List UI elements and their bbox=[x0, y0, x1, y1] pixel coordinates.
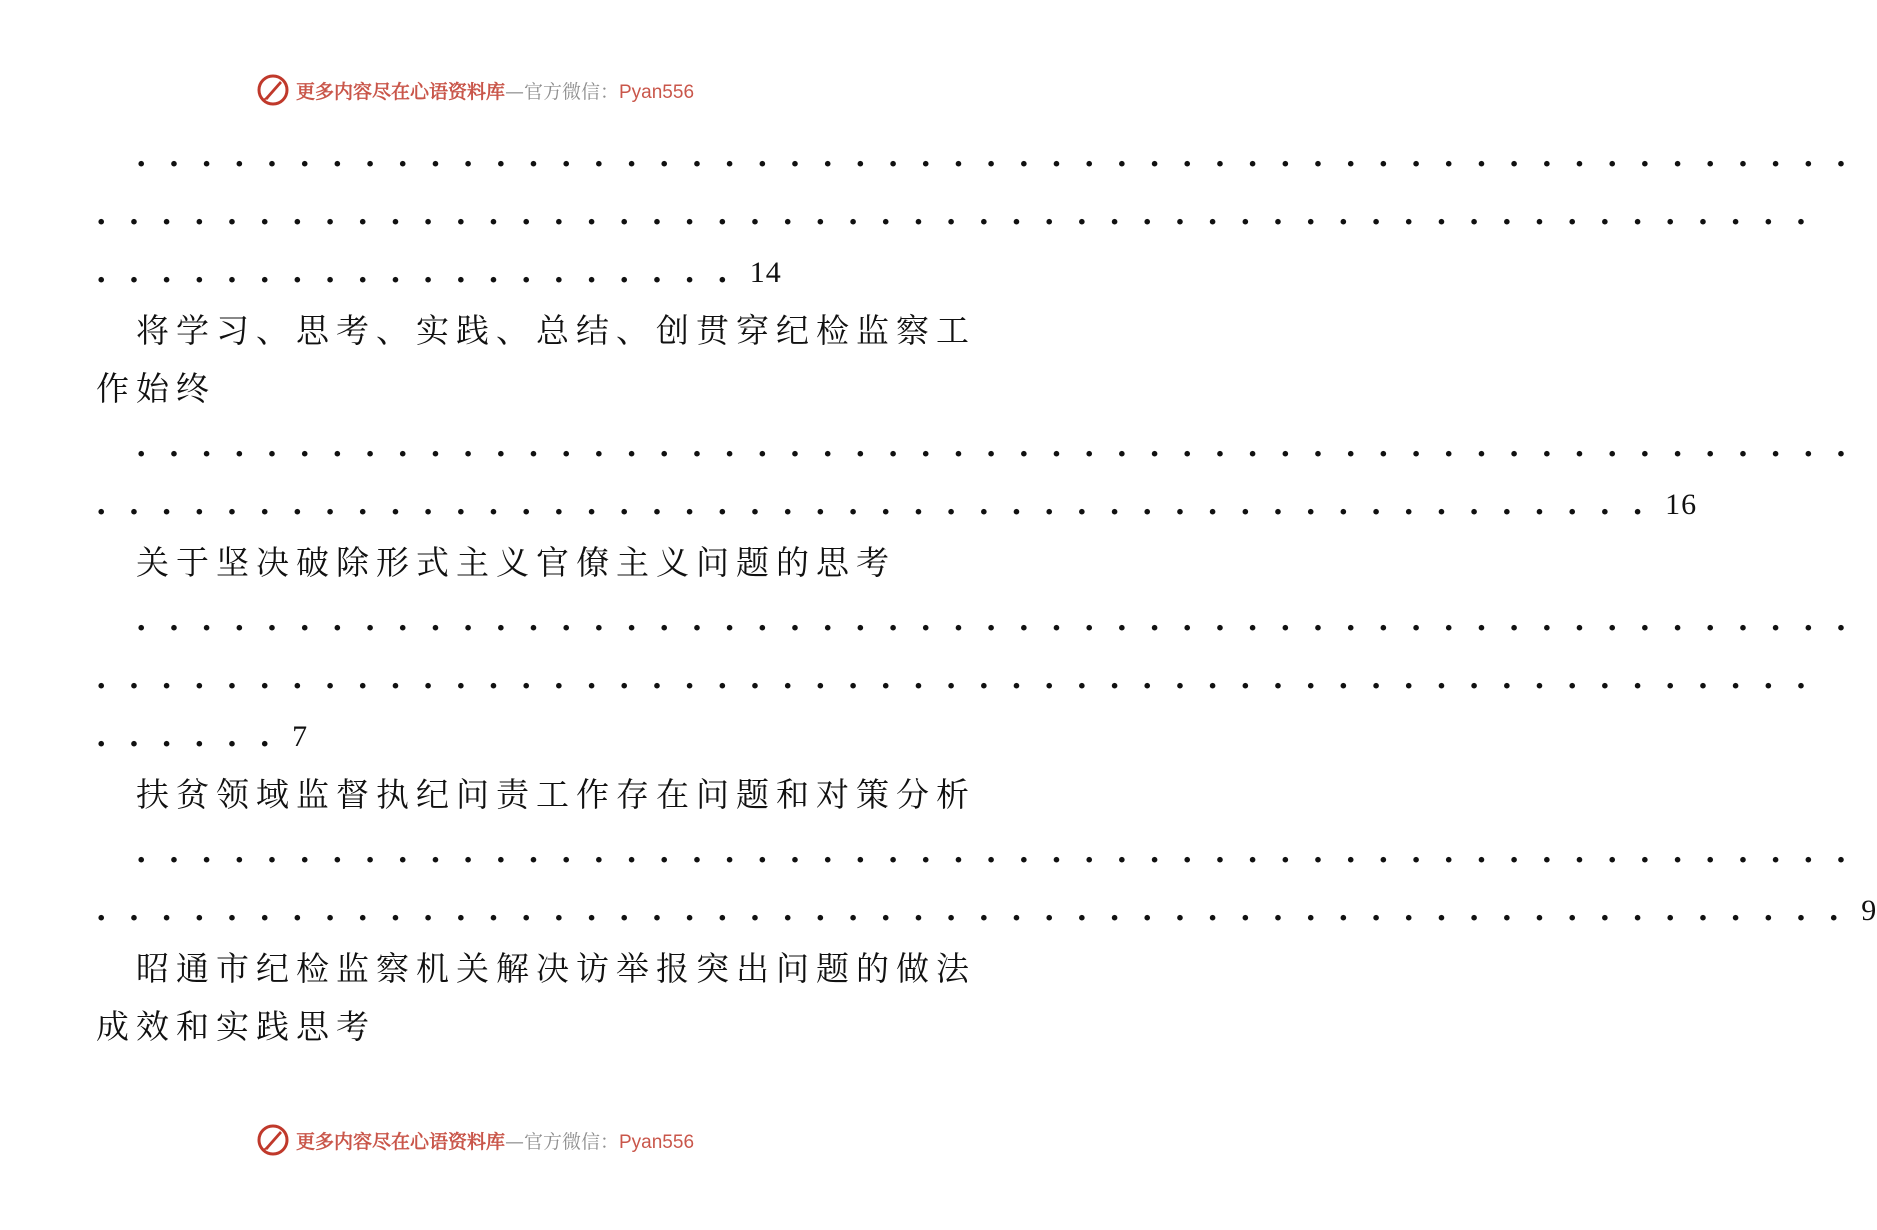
toc-leader-dots: . . . . . . . . . . . . . . . . . . . . . . . . . . . . . . . . . . . . . . . . . . . . . . . . . . . . . bbox=[96, 661, 1813, 696]
footer-banner-text bbox=[296, 1127, 694, 1154]
header-banner-text bbox=[296, 77, 694, 104]
footer-banner-inner bbox=[256, 1123, 694, 1157]
quill-logo-icon bbox=[256, 73, 290, 107]
toc-entry-title-continued[interactable]: 作始终 bbox=[96, 369, 216, 408]
toc-leader-dots: . . . . . . . . . . . . . . . . . . . . . . . . . . . . . . . . . . . . . . . . . . . . . . . . . . . . . bbox=[136, 139, 1853, 174]
toc-page-number: 7 bbox=[292, 720, 309, 753]
footer-wechat-id: Pyan556 bbox=[619, 1131, 695, 1153]
header-wechat-id: Pyan556 bbox=[619, 81, 695, 103]
header-banner-inner bbox=[256, 73, 694, 107]
toc-page-number: 9 bbox=[1861, 894, 1877, 927]
toc-entry-page-line[interactable]: . . . . . . 7 bbox=[96, 719, 309, 754]
footer-banner bbox=[0, 1120, 950, 1160]
toc-entry-page-line[interactable]: . . . . . . . . . . . . . . . . . . . . . . . . . . . . . . . . . . . . . . . . . . . . . . . . . . . . . . 9 bbox=[96, 893, 1877, 928]
header-banner bbox=[0, 70, 950, 110]
toc-leader-dots: . . . . . . . . . . . . . . . . . . . . . . . . . . . . . . . . . . . . . . . . . . . . . . . . . . . . . bbox=[96, 197, 1813, 232]
toc-leader-dots: . . . . . . . . . . . . . . . . . . . . . . . . . . . . . . . . . . . . . . . . . . . . . . . . . . . . . bbox=[136, 603, 1853, 638]
header-wechat-label: 官方微信： bbox=[523, 80, 619, 103]
quill-logo-icon bbox=[256, 1123, 290, 1157]
toc-entry-page-line[interactable]: . . . . . . . . . . . . . . . . . . . . 14 bbox=[96, 255, 782, 290]
toc-entry-title[interactable]: 扶贫领域监督执纪问责工作存在问题和对策分析 bbox=[136, 775, 976, 814]
footer-separator: — bbox=[504, 1130, 524, 1153]
toc-leader-dots: . . . . . . . . . . . . . . . . . . . . . . . . . . . . . . . . . . . . . . . . . . . . . . . . . . . . . bbox=[136, 429, 1853, 464]
toc-entry-title[interactable]: 将学习、思考、实践、总结、创贯穿纪检监察工 bbox=[136, 311, 976, 350]
toc-page-number: 16 bbox=[1665, 488, 1698, 521]
footer-wechat-label: 官方微信： bbox=[523, 1130, 619, 1153]
toc-entry-title-continued[interactable]: 成效和实践思考 bbox=[96, 1007, 376, 1046]
toc-entry-title[interactable]: 关于坚决破除形式主义官僚主义问题的思考 bbox=[136, 543, 896, 582]
header-separator: — bbox=[504, 80, 524, 103]
toc-leader-dots: . . . . . . . . . . . . . . . . . . . . . . . . . . . . . . . . . . . . . . . . . . . . . . . . . . . . . bbox=[136, 835, 1853, 870]
toc-entry-title[interactable]: 昭通市纪检监察机关解决访举报突出问题的做法 bbox=[136, 949, 976, 988]
header-brand: 更多内容尽在心语资料库 bbox=[295, 80, 505, 103]
toc-page-number: 14 bbox=[749, 256, 782, 289]
toc-entry-page-line[interactable]: . . . . . . . . . . . . . . . . . . . . . . . . . . . . . . . . . . . . . . . . . . . . . . . . 16 bbox=[96, 487, 1698, 522]
toc-list bbox=[96, 128, 1877, 1056]
footer-brand: 更多内容尽在心语资料库 bbox=[295, 1130, 505, 1153]
